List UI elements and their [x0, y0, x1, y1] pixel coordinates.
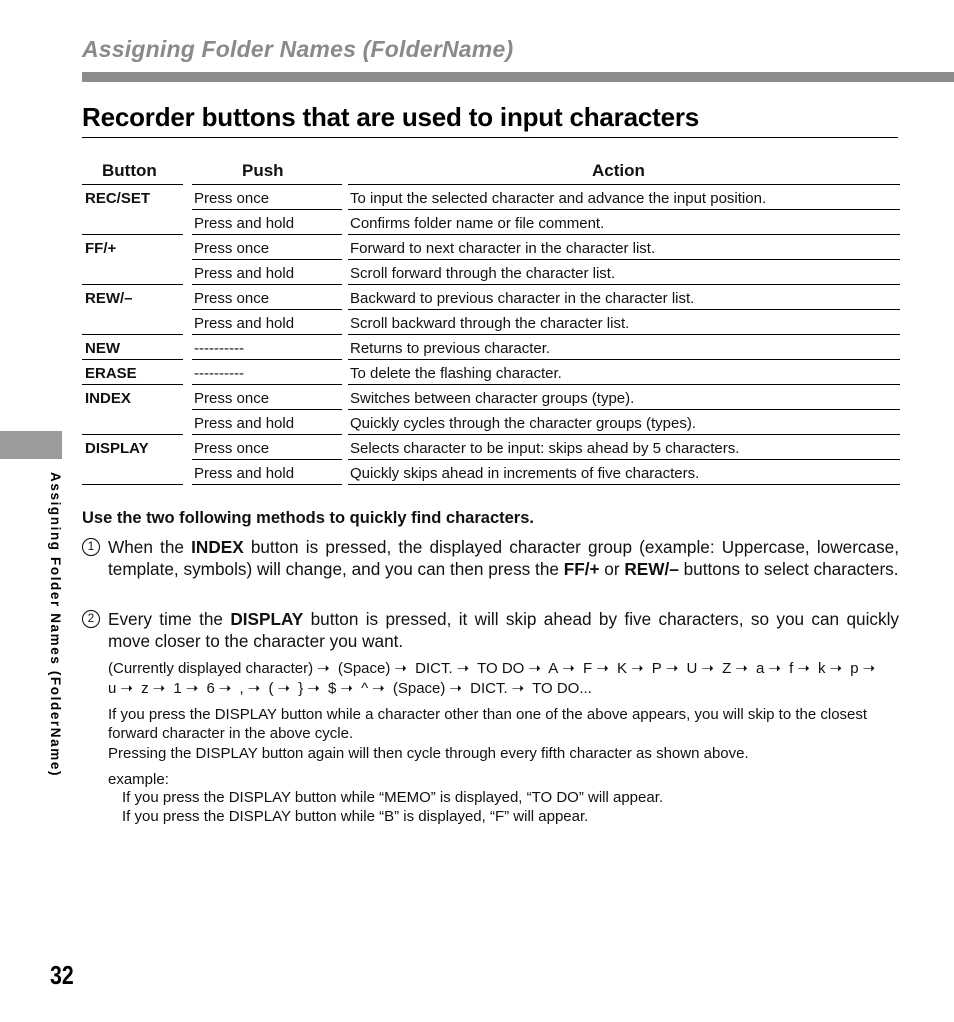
- push-text: ----------: [194, 340, 244, 357]
- column-header-action: Action: [592, 161, 645, 180]
- page-number: 32: [50, 960, 74, 990]
- push-cell: [194, 410, 341, 434]
- arrow-icon: ➝: [797, 660, 810, 677]
- row-rule-push: [192, 484, 342, 485]
- button-name: NEW: [85, 340, 120, 357]
- arrow-icon: ➝: [449, 680, 462, 697]
- sequence-item: k: [818, 660, 826, 677]
- action-cell: [350, 210, 900, 234]
- push-cell: [194, 185, 341, 209]
- rew-button-ref: REW/–: [624, 559, 679, 579]
- sequence-item: A: [548, 660, 559, 677]
- push-cell: [194, 210, 341, 234]
- arrow-icon: ➝: [630, 660, 644, 677]
- action-cell: [350, 460, 900, 484]
- action-text: Quickly cycles through the character groups (types).: [350, 415, 696, 432]
- action-text: Scroll forward through the character list.: [350, 265, 616, 282]
- table-row: [82, 310, 900, 335]
- table-body: [82, 185, 900, 485]
- sequence-item: (Space): [337, 660, 391, 677]
- action-cell: [350, 285, 900, 309]
- table-group: [82, 360, 900, 385]
- section-title: Assigning Folder Names (FolderName): [82, 36, 514, 62]
- sequence-item: (: [268, 680, 274, 697]
- sequence-item: Z: [722, 660, 732, 677]
- arrow-icon: ➝: [218, 680, 232, 697]
- cycle-note: Pressing the DISPLAY button again will then cycle through every fifth character as shown above.: [108, 745, 749, 762]
- arrow-icon: ➝: [511, 680, 525, 697]
- sequence-item: (Space): [392, 680, 446, 697]
- table-row: [82, 335, 900, 360]
- column-header-push: Push: [242, 161, 284, 180]
- action-text: To delete the flashing character.: [350, 365, 562, 382]
- arrow-icon: ➝: [596, 660, 609, 677]
- table-header: [82, 160, 900, 185]
- row-rule-action: [348, 484, 900, 485]
- example-line-2: If you press the DISPLAY button while “B” is displayed, “F” will appear.: [122, 808, 589, 825]
- sequence-item: a: [755, 660, 765, 677]
- method-1-part: button is pressed, the displayed character group (example: Uppercase, lowercase, template, symbols) will change, and you can then press the: [108, 537, 900, 579]
- table-group: [82, 185, 900, 235]
- method-1-part: buttons to select characters.: [678, 559, 899, 579]
- action-text: To input the selected character and advance the input position.: [350, 190, 767, 207]
- push-text: Press once: [194, 190, 270, 207]
- button-name: DISPLAY: [85, 440, 149, 457]
- table-row: [82, 460, 900, 485]
- action-text: Quickly skips ahead in increments of five characters.: [350, 465, 700, 482]
- sequence-item: f: [789, 660, 794, 677]
- heading-rule: [82, 137, 898, 138]
- arrow-icon: ➝: [701, 660, 714, 677]
- action-cell: [350, 310, 900, 334]
- arrow-icon: ➝: [317, 660, 330, 677]
- push-cell: [194, 385, 341, 409]
- table-group: [82, 435, 900, 485]
- sequence-item: u: [108, 680, 117, 697]
- step-number-2: 2: [82, 610, 100, 628]
- arrow-icon: ➝: [120, 680, 133, 697]
- arrow-icon: ➝: [456, 660, 470, 677]
- push-cell: [194, 285, 341, 309]
- sequence-item: K: [616, 660, 627, 677]
- sequence-item: DICT.: [415, 660, 453, 677]
- sequence-item: U: [686, 660, 698, 677]
- action-cell: [350, 235, 900, 259]
- action-text: Selects character to be input: skips ahead by 5 characters.: [350, 440, 740, 457]
- method-2-text: [108, 608, 899, 652]
- sequence-item: DICT.: [470, 680, 508, 697]
- sequence-item: ,: [239, 680, 244, 697]
- arrow-icon: ➝: [340, 680, 353, 697]
- method-2-part: Every time the: [108, 609, 231, 629]
- action-cell: [350, 260, 900, 284]
- action-text: Confirms folder name or file comment.: [350, 215, 605, 232]
- example-label: example:: [108, 771, 169, 788]
- index-button-ref: INDEX: [191, 537, 244, 557]
- button-name: ERASE: [85, 365, 137, 382]
- method-1-part: or: [599, 559, 625, 579]
- push-cell: [194, 335, 341, 359]
- arrow-icon: ➝: [277, 680, 291, 697]
- table-group: [82, 235, 900, 285]
- push-cell: [194, 435, 341, 459]
- arrow-icon: ➝: [372, 680, 385, 697]
- method-1-part: When the: [108, 537, 192, 557]
- push-cell: [194, 235, 341, 259]
- method-1-text: [108, 536, 899, 580]
- push-text: Press once: [194, 390, 270, 407]
- method-2-part: button is pressed, it will skip ahead by five characters, so you can quickly move closer to the character you want.: [108, 609, 899, 651]
- action-cell: [350, 385, 900, 409]
- button-name: REC/SET: [85, 190, 151, 207]
- push-text: Press once: [194, 440, 270, 457]
- sequence-item: TO DO: [477, 660, 525, 677]
- arrow-icon: ➝: [665, 660, 679, 677]
- arrow-icon: ➝: [562, 660, 575, 677]
- table-group: [82, 285, 900, 335]
- push-text: Press and hold: [194, 215, 295, 232]
- arrow-icon: ➝: [768, 660, 781, 677]
- sequence-item: }: [298, 680, 304, 697]
- action-cell: [350, 335, 900, 359]
- sequence-item: 1: [173, 680, 182, 697]
- page-heading: Recorder buttons that are used to input characters: [82, 102, 700, 132]
- buttons-table: [82, 160, 900, 485]
- methods-title: Use the two following methods to quickly find characters.: [82, 509, 534, 527]
- sequence-item: TO DO...: [532, 680, 592, 697]
- table-group: [82, 385, 900, 435]
- sequence-item: $: [327, 680, 337, 697]
- arrow-icon: ➝: [528, 660, 541, 677]
- side-tab-marker: [0, 431, 62, 459]
- push-text: ----------: [194, 365, 244, 382]
- arrow-icon: ➝: [185, 680, 199, 697]
- arrow-icon: ➝: [307, 680, 320, 697]
- column-header-button: Button: [102, 161, 157, 180]
- button-name: INDEX: [85, 390, 131, 407]
- sequence-item: ^: [361, 680, 369, 697]
- action-text: Scroll backward through the character list.: [350, 315, 630, 332]
- sequence-item: 6: [206, 680, 215, 697]
- action-text: Switches between character groups (type).: [350, 390, 635, 407]
- sequence-item: z: [141, 680, 149, 697]
- push-text: Press once: [194, 240, 270, 257]
- action-cell: [350, 435, 900, 459]
- table-row: [82, 235, 900, 260]
- table-row: [82, 185, 900, 210]
- push-cell: [194, 460, 341, 484]
- side-section-label: Assigning Folder Names (FolderName): [48, 472, 63, 778]
- arrow-icon: ➝: [862, 660, 876, 677]
- table-row: [82, 210, 900, 235]
- push-cell: [194, 360, 341, 384]
- row-rule-button: [82, 484, 183, 485]
- table-row: [82, 385, 900, 410]
- sequence-item: P: [651, 660, 662, 677]
- push-cell: [194, 310, 341, 334]
- push-text: Press and hold: [194, 315, 295, 332]
- sequence-item: F: [583, 660, 593, 677]
- step-number-1: 1: [82, 538, 100, 556]
- table-row: [82, 360, 900, 385]
- arrow-icon: ➝: [829, 660, 843, 677]
- table-row: [82, 260, 900, 285]
- arrow-icon: ➝: [247, 680, 261, 697]
- skip-note: If you press the DISPLAY button while a character other than one of the above appears, you will skip to the closest forward character in the above cycle.: [108, 706, 868, 742]
- table-row: [82, 435, 900, 460]
- display-cycle-sequence: [108, 659, 900, 699]
- action-text: Returns to previous character.: [350, 340, 551, 357]
- action-cell: [350, 185, 900, 209]
- action-text: Forward to next character in the character list.: [350, 240, 656, 257]
- push-cell: [194, 260, 341, 284]
- push-text: Press and hold: [194, 415, 295, 432]
- display-button-ref: DISPLAY: [230, 609, 304, 629]
- push-text: Press and hold: [194, 465, 295, 482]
- button-name: FF/+: [85, 240, 117, 257]
- table-group: [82, 335, 900, 360]
- arrow-icon: ➝: [735, 660, 748, 677]
- sequence-item: (Currently displayed character): [108, 660, 314, 677]
- table-row: [82, 285, 900, 310]
- arrow-icon: ➝: [152, 680, 166, 697]
- push-text: Press and hold: [194, 265, 295, 282]
- example-line-1: If you press the DISPLAY button while “MEMO” is displayed, “TO DO” will appear.: [122, 789, 664, 806]
- button-name: REW/–: [85, 290, 133, 307]
- action-text: Backward to previous character in the character list.: [350, 290, 695, 307]
- action-cell: [350, 360, 900, 384]
- ff-button-ref: FF/+: [563, 559, 600, 579]
- action-cell: [350, 410, 900, 434]
- push-text: Press once: [194, 290, 270, 307]
- arrow-icon: ➝: [394, 660, 407, 677]
- table-row: [82, 410, 900, 435]
- section-title-bar: [82, 72, 954, 82]
- sequence-item: p: [850, 660, 859, 677]
